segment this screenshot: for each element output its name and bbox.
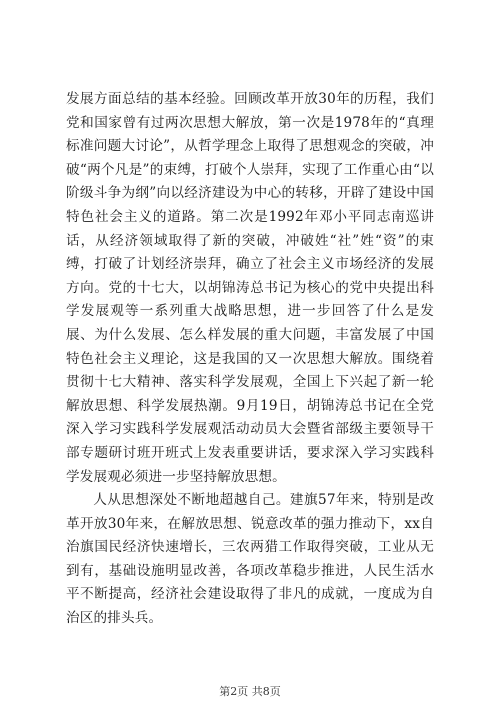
- document-body: [66, 88, 434, 631]
- paragraph-banner-development: 人从思想深处不断地超越自己。建旗57年来，特别是改革开放30年来，在解放思想、锐意改革的强力推动下，xx自治旗国民经济快速增长，三农两猎工作取得突破，工业从无到有，基础设施明显改善，各项改革稳步推进，人民生活水平不断提高，经济社会建设取得了非凡的成就，一度成为自治区的排头兵。: [66, 492, 434, 627]
- paragraph-reform-history: 发展方面总结的基本经验。回顾改革开放30年的历程，我们党和国家曾有过两次思想大解放，第一次是1978年的“真理标准问题大讨论”，从哲学理念上取得了思想观念的突破，冲破“两个凡是”的束缚，打破个人崇拜，实现了工作重心由“以阶级斗争为纲”向以经济建设为中心的转移，开辟了建设中国特色社会主义的道路。第二次是1992年邓小平同志南巡讲话，从经济领域取得了新的突破，冲破姓“社”姓“资”的束缚，打破了计划经济崇拜，确立了社会主义市场经济的发展方向。党的十七大，以胡锦涛总书记为核心的党中央提出科学发展观等一系列重大战略思想，进一步回答了什么是发展、为什么发展、怎么样发展的重大问题，丰富发展了中国特色社会主义理论，这是我国的又一次思想大解放。围绕着贯彻十七大精神、落实科学发展观，全国上下兴起了新一轮解放思想、科学发展热潮。9月19日，胡锦涛总书记在全党深入学习实践科学发展观活动动员大会暨省部级主要领导干部专题研讨班开班式上发表重要讲话，要求深入学习实践科学发展观必须进一步坚持解放思想。: [66, 91, 434, 485]
- page-footer: 第2页 共8页: [219, 685, 281, 698]
